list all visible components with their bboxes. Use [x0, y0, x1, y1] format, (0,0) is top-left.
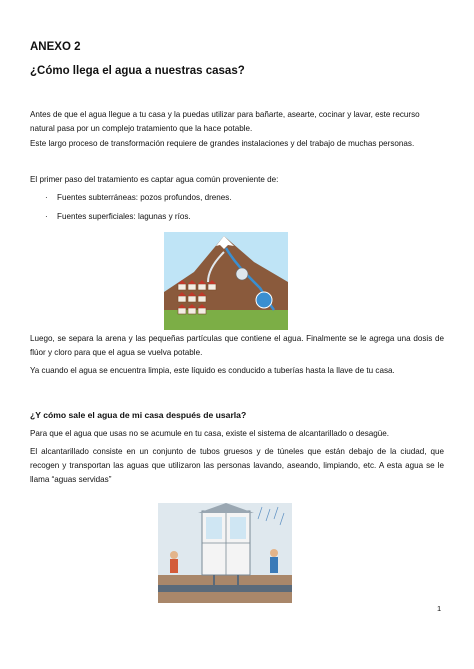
person [270, 549, 278, 557]
treatment-paragraph-1: Luego, se separa la arena y las pequeñas partículas que contiene el agua. Finalmente se le agrega una dosis de flúor y cloro para que el agua se vuelva potable. [30, 334, 444, 357]
section-2-title: ¿Y cómo sale el agua de mi casa después de usarla? [30, 410, 247, 420]
sewer-system-illustration [158, 503, 292, 603]
annex-question: ¿Cómo llega el agua a nuestras casas? [30, 65, 245, 77]
list-item [45, 210, 191, 224]
list-item-text: Fuentes superficiales: lagunas y ríos. [57, 212, 191, 221]
page-number: 1 [437, 604, 442, 613]
treatment-paragraph-2: Ya cuando el agua se encuentra limpia, este líquido es conducido a tuberías hasta la llave de tu casa. [30, 366, 395, 375]
list-item [45, 191, 232, 205]
intro-paragraph-1: Antes de que el agua llegue a tu casa y la puedas utilizar para bañarte, asearte, cocinar y lavar, este recurso natural pasa por un complejo tratamiento que la hace potable. [30, 110, 420, 133]
sewer-paragraph-2: El alcantarillado consiste en un conjunto de tubos gruesos y de túneles que están debajo de la ciudad, que recogen y transportan las aguas que utilizaron las personas lavando, aseando, limpiando, etc. A esta agua se le llama “aguas servidas” [30, 447, 444, 484]
intro-paragraph-2: Este largo proceso de transformación requiere de grandes instalaciones y del trabajo de muchas personas. [30, 139, 415, 148]
sewer-pipe [158, 585, 292, 592]
sewer-paragraph-1: Para que el agua que usas no se acumule en tu casa, existe el sistema de alcantarillado o desagüe. [30, 429, 390, 438]
list-item-text: Fuentes subterráneas: pozos profundos, drenes. [57, 193, 232, 202]
treatment-tank [236, 268, 248, 280]
window [206, 517, 222, 539]
water-supply-illustration [164, 232, 288, 330]
bullet-mark: · [45, 212, 48, 221]
intro-paragraph-3: El primer paso del tratamiento es captar agua común proveniente de: [30, 175, 279, 184]
window [230, 517, 246, 539]
bullet-mark: · [45, 193, 48, 202]
reservoir [256, 292, 272, 308]
annex-label: ANEXO 2 [30, 41, 81, 53]
person [170, 551, 178, 559]
